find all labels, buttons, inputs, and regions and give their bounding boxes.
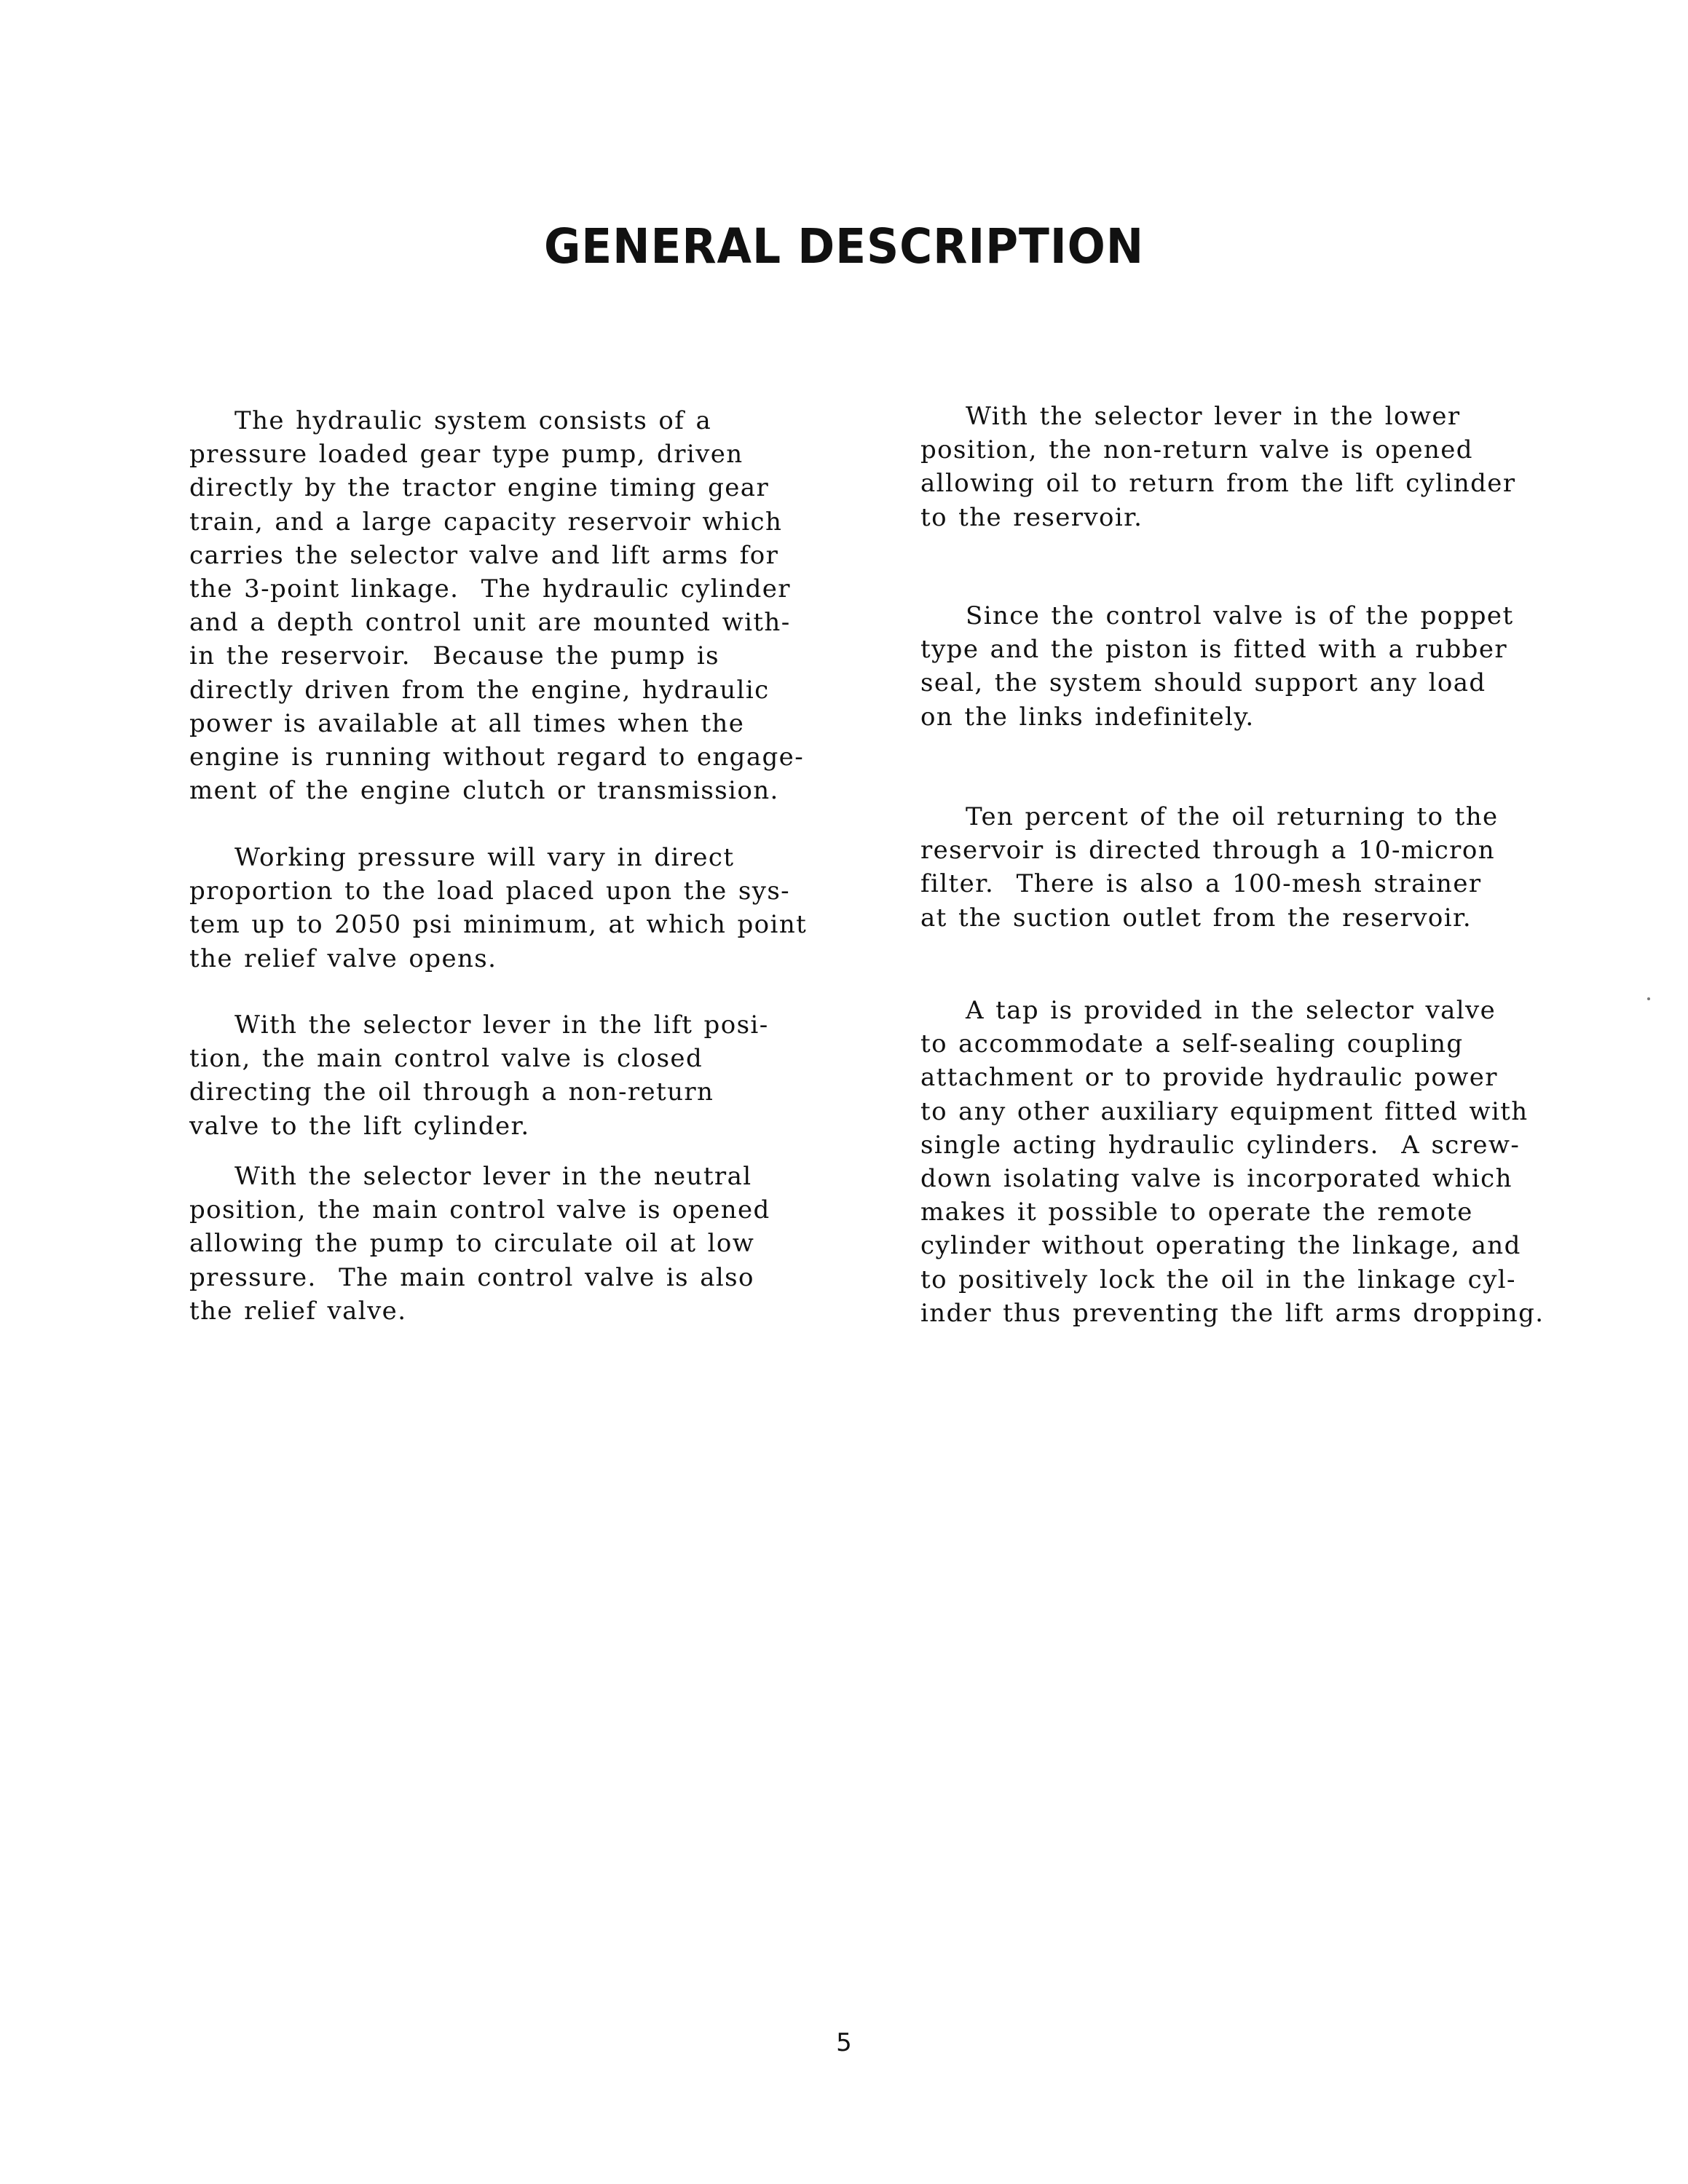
text-line: allowing the pump to circulate oil at low	[189, 1229, 755, 1259]
text-line: to the reservoir.	[920, 502, 1143, 532]
text-line: tion, the main control valve is closed	[189, 1044, 703, 1074]
text-line: pressure loaded gear type pump, driven	[189, 440, 744, 470]
text-line: directly by the tractor engine timing gear	[189, 473, 770, 503]
text-line: the relief valve opens.	[189, 943, 497, 973]
text-line: down isolating valve is incorporated which	[920, 1164, 1513, 1194]
text-line: train, and a large capacity reservoir which	[189, 507, 783, 537]
text-line: valve to the lift cylinder.	[189, 1111, 530, 1141]
text-line: With the selector lever in the lower	[966, 402, 1461, 431]
text-line: single acting hydraulic cylinders. A screw-	[920, 1130, 1521, 1160]
paragraph-lift-position	[189, 1008, 769, 1143]
text-line: carries the selector valve and lift arms for	[189, 540, 779, 570]
text-line: Ten percent of the oil returning to the	[966, 802, 1499, 831]
paragraph-lower-position	[920, 400, 1515, 534]
text-line: to accommodate a self-sealing coupling	[920, 1029, 1464, 1059]
text-line: engine is running without regard to engage-	[189, 743, 805, 772]
text-line: cylinder without operating the linkage, and	[920, 1231, 1521, 1261]
text-line: on the links indefinitely.	[920, 702, 1255, 732]
text-line: attachment or to provide hydraulic power	[920, 1063, 1498, 1093]
text-line: The hydraulic system consists of a	[234, 406, 712, 435]
text-line: type and the piston is fitted with a rubber	[920, 635, 1508, 665]
scan-speck	[1647, 997, 1650, 1000]
text-line: seal, the system should support any load	[920, 668, 1486, 698]
text-line: the 3-point linkage. The hydraulic cylinder	[189, 574, 791, 604]
text-line: directly driven from the engine, hydraulic	[189, 675, 770, 705]
text-line: to positively lock the oil in the linkage cyl-	[920, 1265, 1516, 1294]
page-number: 5	[836, 2028, 852, 2057]
text-line: directing the oil through a non-return	[189, 1077, 714, 1107]
text-line: reservoir is directed through a 10-micron	[920, 836, 1496, 866]
text-line: With the selector lever in the neutral	[234, 1162, 752, 1191]
text-line: With the selector lever in the lift posi-	[234, 1010, 769, 1040]
text-line: A tap is provided in the selector valve	[966, 996, 1496, 1025]
text-line: at the suction outlet from the reservoir.	[920, 903, 1472, 933]
text-line: pressure. The main control valve is also	[189, 1262, 754, 1292]
text-line: power is available at all times when the	[189, 708, 745, 738]
page-title: GENERAL DESCRIPTION	[543, 218, 1145, 274]
text-line: the relief valve.	[189, 1296, 407, 1326]
paragraph-filter	[920, 800, 1499, 935]
text-line: to any other auxiliary equipment fitted with	[920, 1096, 1529, 1126]
text-line: inder thus preventing the lift arms dropping.	[920, 1298, 1545, 1328]
text-line: proportion to the load placed upon the sys-	[189, 877, 791, 906]
paragraph-hydraulic-system	[189, 404, 804, 807]
text-line: allowing oil to return from the lift cylinder	[920, 469, 1516, 499]
text-line: Working pressure will vary in direct	[234, 843, 735, 872]
text-line: and a depth control unit are mounted with-	[189, 608, 791, 638]
paragraph-poppet-valve	[920, 599, 1514, 734]
text-line: filter. There is also a 100-mesh strainer	[920, 869, 1482, 899]
text-line: in the reservoir. Because the pump is	[189, 641, 719, 671]
text-line: tem up to 2050 psi minimum, at which point	[189, 910, 808, 940]
text-line: makes it possible to operate the remote	[920, 1198, 1473, 1227]
paragraph-working-pressure	[189, 841, 807, 976]
text-line: Since the control valve is of the poppet	[966, 601, 1514, 630]
paragraph-neutral-position	[189, 1160, 770, 1328]
text-line: position, the non-return valve is opened	[920, 435, 1473, 465]
text-line: ment of the engine clutch or transmission.	[189, 776, 779, 806]
paragraph-tap-coupling	[920, 994, 1544, 1330]
text-line: position, the main control valve is opened	[189, 1195, 770, 1225]
